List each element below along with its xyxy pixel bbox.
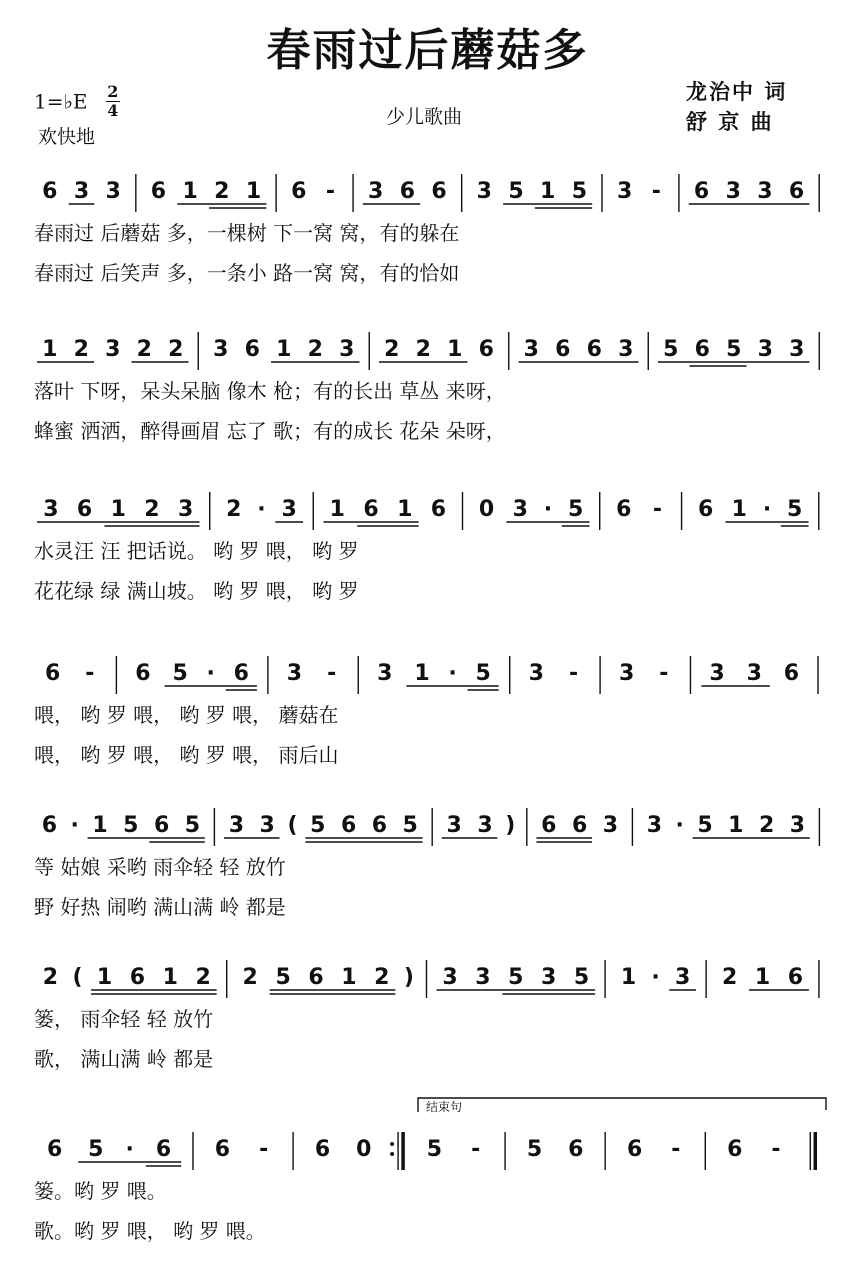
note: 6 xyxy=(430,497,447,522)
note: 3 xyxy=(541,965,557,990)
lyric-verse-1: 水灵汪 汪 把话说。 哟 罗 喂， 哟 罗 xyxy=(34,539,359,563)
note: 3 xyxy=(523,337,539,362)
note: 5 xyxy=(573,965,590,990)
note: 3 xyxy=(674,965,691,990)
note: 2 xyxy=(42,965,59,990)
note: 2 xyxy=(415,337,431,362)
note: 6 xyxy=(44,661,61,686)
sustain-dash: - xyxy=(471,1137,481,1162)
note: 3 xyxy=(73,179,90,204)
note: 5 xyxy=(475,661,491,686)
sustain-dash: - xyxy=(659,661,669,686)
note: 2 xyxy=(242,965,258,990)
note: 1 xyxy=(397,497,413,522)
note: 6 xyxy=(155,1137,172,1162)
note: 1 xyxy=(42,337,58,362)
lyric-verse-2: 春雨过 后笑声 多，一条小 路一窝 窝，有的恰如 xyxy=(34,261,460,285)
note: 2 xyxy=(307,337,323,362)
note: 3 xyxy=(746,661,762,686)
note: 6 xyxy=(340,813,357,838)
note: 3 xyxy=(43,497,59,522)
note: 5 xyxy=(787,497,803,522)
note: 3 xyxy=(476,179,492,204)
sustain-dash: - xyxy=(327,661,337,686)
note: 3 xyxy=(286,661,303,686)
note: 2 xyxy=(73,337,89,362)
note: 2 xyxy=(384,337,400,362)
note: 6 xyxy=(363,497,379,522)
note: 1 xyxy=(96,965,113,990)
note: 6 xyxy=(41,813,58,838)
note: 5 xyxy=(275,965,291,990)
note: 6 xyxy=(233,661,249,686)
note: 6 xyxy=(727,1137,743,1162)
note: 6 xyxy=(788,179,805,204)
note: 6 xyxy=(135,661,151,686)
note: 5 xyxy=(697,813,713,838)
note: 3 xyxy=(725,179,741,204)
augmentation-dot: · xyxy=(762,497,772,522)
note: 3 xyxy=(446,813,462,838)
parenthesis: ( xyxy=(72,965,83,990)
note: 6 xyxy=(697,497,714,522)
parenthesis: ) xyxy=(403,965,414,990)
note: 3 xyxy=(619,661,635,686)
note: 2 xyxy=(226,497,242,522)
lyric-verse-1: 春雨过 后蘑菇 多，一棵树 下一窝 窝，有的躲在 xyxy=(34,221,460,245)
note: 0 xyxy=(356,1137,372,1162)
note: 5 xyxy=(123,813,139,838)
note: 5 xyxy=(172,661,188,686)
augmentation-dot: · xyxy=(543,497,553,522)
lyric-verse-1: 篓。哟 罗 喂。 xyxy=(34,1179,167,1203)
note: 6 xyxy=(371,813,388,838)
note: 3 xyxy=(757,179,773,204)
note: 3 xyxy=(259,813,275,838)
note: 1 xyxy=(728,813,744,838)
note: 6 xyxy=(291,179,307,204)
augmentation-dot: · xyxy=(651,965,660,990)
augmentation-dot: · xyxy=(257,497,266,522)
note: 6 xyxy=(76,497,93,522)
meter-bottom: 4 xyxy=(107,101,119,120)
note: 6 xyxy=(153,813,170,838)
note: 3 xyxy=(105,337,121,362)
note: 2 xyxy=(758,813,775,838)
sustain-dash: - xyxy=(651,179,661,204)
note: 3 xyxy=(442,965,458,990)
lyric-verse-2: 花花绿 绿 满山坡。 哟 罗 喂， 哟 罗 xyxy=(34,579,359,603)
lyric-verse-2: 野 好热 闹哟 满山满 岭 都是 xyxy=(34,895,286,919)
note: 1 xyxy=(276,337,292,362)
key-label: 1=♭E xyxy=(34,89,88,114)
note: 2 xyxy=(168,337,184,362)
note: 0 xyxy=(478,497,495,522)
note: 6 xyxy=(244,337,260,362)
meter-top: 2 xyxy=(107,82,119,101)
note: 6 xyxy=(46,1137,63,1162)
note: 3 xyxy=(477,813,493,838)
note: 5 xyxy=(726,337,742,362)
note: 3 xyxy=(213,337,229,362)
lyric-verse-1: 等 姑娘 采哟 雨伞轻 轻 放竹 xyxy=(34,855,286,879)
note: 6 xyxy=(129,965,146,990)
note: 3 xyxy=(475,965,491,990)
repeat-dot xyxy=(390,1142,394,1146)
note: 6 xyxy=(694,337,710,362)
note: 2 xyxy=(374,965,390,990)
note: 6 xyxy=(783,661,800,686)
augmentation-dot: · xyxy=(206,661,215,686)
note: 3 xyxy=(616,179,633,204)
note: 5 xyxy=(88,1137,104,1162)
parenthesis: ) xyxy=(505,813,516,838)
note: 5 xyxy=(571,179,588,204)
note: 3 xyxy=(602,813,619,838)
song-genre: 少儿歌曲 xyxy=(386,106,463,128)
note: 6 xyxy=(787,965,804,990)
note: 3 xyxy=(709,661,725,686)
note: 6 xyxy=(478,337,494,362)
ending-bracket xyxy=(418,1098,826,1114)
lyric-verse-2: 歌， 满山满 岭 都是 xyxy=(34,1047,214,1071)
score-systems xyxy=(34,174,819,1243)
lyric-verse-1: 篓， 雨伞轻 轻 放竹 xyxy=(34,1007,214,1031)
note: 5 xyxy=(310,813,326,838)
note: 5 xyxy=(508,965,524,990)
note: 1 xyxy=(245,179,262,204)
note: 1 xyxy=(92,813,108,838)
note: 1 xyxy=(162,965,178,990)
note: 3 xyxy=(339,337,355,362)
note: 3 xyxy=(618,337,634,362)
note: 1 xyxy=(754,965,771,990)
note: 5 xyxy=(508,179,524,204)
parenthesis: ( xyxy=(287,813,298,838)
note: 1 xyxy=(110,497,126,522)
lyric-verse-2: 蜂蜜 洒洒，醉得画眉 忘了 歌；有的成长 花朵 朵呀， xyxy=(34,419,506,443)
note: 3 xyxy=(178,497,194,522)
note: 5 xyxy=(426,1137,443,1162)
note: 2 xyxy=(721,965,738,990)
note: 1 xyxy=(329,497,345,522)
note: 5 xyxy=(567,497,584,522)
note: 6 xyxy=(693,179,710,204)
sustain-dash: - xyxy=(259,1137,269,1162)
composer-credit: 舒 京 曲 xyxy=(686,110,774,134)
note: 6 xyxy=(431,179,447,204)
note: 6 xyxy=(626,1137,643,1162)
note: 6 xyxy=(571,813,588,838)
ending-bracket-line xyxy=(418,1098,826,1112)
note: 6 xyxy=(42,179,58,204)
note: 5 xyxy=(663,337,679,362)
tempo-marking: 欢快地 xyxy=(38,126,96,148)
sustain-dash: - xyxy=(652,497,663,522)
note: 2 xyxy=(144,497,160,522)
sustain-dash: - xyxy=(671,1137,681,1162)
repeat-dot xyxy=(390,1152,394,1156)
note: 6 xyxy=(308,965,324,990)
note: 6 xyxy=(541,813,557,838)
note: 1 xyxy=(447,337,463,362)
note: 5 xyxy=(184,813,201,838)
ending-label: 结束句 xyxy=(426,1100,463,1114)
lyric-verse-1: 落叶 下呀，呆头呆脑 像木 枪；有的长出 草丛 来呀， xyxy=(34,379,506,403)
note: 3 xyxy=(789,337,805,362)
sustain-dash: - xyxy=(771,1137,781,1162)
note: 5 xyxy=(402,813,418,838)
note: 1 xyxy=(731,497,747,522)
note: 6 xyxy=(399,179,416,204)
lyricist-credit: 龙治中 词 xyxy=(686,80,788,104)
note: 3 xyxy=(105,179,121,204)
note: 1 xyxy=(182,179,198,204)
note: 3 xyxy=(646,813,663,838)
note: 5 xyxy=(526,1137,543,1162)
note: 2 xyxy=(136,337,152,362)
note: 3 xyxy=(281,497,297,522)
sustain-dash: - xyxy=(568,661,579,686)
sustain-dash: - xyxy=(85,661,95,686)
lyric-verse-2: 歌。哟 罗 喂， 哟 罗 喂。 xyxy=(34,1219,266,1243)
note: 1 xyxy=(540,179,556,204)
note: 3 xyxy=(789,813,806,838)
note: 1 xyxy=(620,965,637,990)
note: 6 xyxy=(568,1137,584,1162)
augmentation-dot: · xyxy=(675,813,684,838)
augmentation-dot: · xyxy=(448,661,457,686)
note: 6 xyxy=(586,337,602,362)
note: 3 xyxy=(512,497,528,522)
note: 6 xyxy=(214,1137,231,1162)
lyric-verse-2: 喂， 哟 罗 喂， 哟 罗 喂， 雨后山 xyxy=(34,743,339,767)
sustain-dash: - xyxy=(325,179,336,204)
note: 2 xyxy=(214,179,230,204)
lyric-verse-1: 喂， 哟 罗 喂， 哟 罗 喂， 蘑菇在 xyxy=(34,703,339,727)
note: 6 xyxy=(616,497,632,522)
note: 6 xyxy=(314,1137,331,1162)
note: 3 xyxy=(228,813,245,838)
note: 6 xyxy=(555,337,571,362)
note: 1 xyxy=(414,661,430,686)
song-title: 春雨过后蘑菇多 xyxy=(266,25,589,76)
augmentation-dot: · xyxy=(70,813,79,838)
note: 2 xyxy=(195,965,211,990)
augmentation-dot: · xyxy=(125,1137,134,1162)
note: 1 xyxy=(341,965,357,990)
note: 3 xyxy=(377,661,393,686)
note: 3 xyxy=(757,337,773,362)
note: 3 xyxy=(368,179,384,204)
note: 6 xyxy=(150,179,167,204)
note: 3 xyxy=(528,661,544,686)
